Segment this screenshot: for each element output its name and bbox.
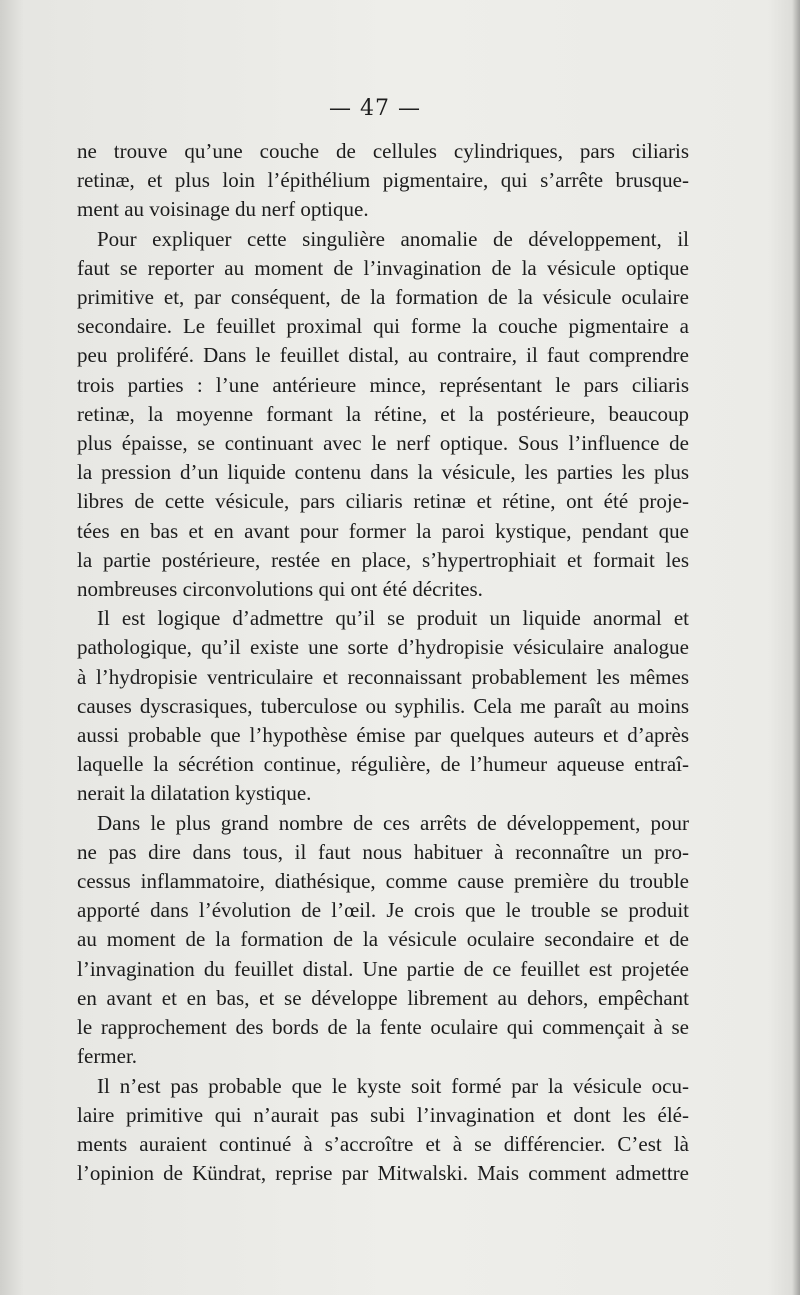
text-line: aussi probable que l’hypothèse émise par quelques auteurs et d’après	[77, 723, 689, 748]
paragraph	[77, 809, 689, 1072]
text-line: libres de cette vésicule, pars ciliaris retinæ et rétine, ont été proje-	[77, 489, 689, 514]
text-line: trois parties : l’une antérieure mince, représentant le pars ciliaris	[77, 372, 689, 397]
text-line: pathologique, qu’il existe une sorte d’hydropisie vésiculaire analogue	[77, 635, 689, 660]
text-line: laquelle la sécrétion continue, régulière, de l’humeur aqueuse entraî-	[77, 752, 689, 777]
text-line: ments auraient continué à s’accroître et à se différencier. C’est là	[77, 1131, 689, 1156]
text-line: à l’hydropisie ventriculaire et reconnaissant probablement les mêmes	[77, 664, 689, 689]
text-line: faut se reporter au moment de l’invagination de la vésicule optique	[77, 255, 689, 280]
paragraph	[77, 137, 689, 225]
text-line: ne pas dire dans tous, il faut nous habituer à reconnaître un pro-	[77, 839, 689, 864]
paragraph	[77, 604, 689, 808]
text-line: l’invagination du feuillet distal. Une partie de ce feuillet est projetée	[77, 956, 689, 981]
page-edge-shadow	[792, 0, 800, 1295]
text-line: la partie postérieure, restée en place, s’hypertrophiait et formait les	[77, 547, 689, 572]
text-line: le rapprochement des bords de la fente oculaire qui commençait à se	[77, 1015, 689, 1040]
text-line: peu proliféré. Dans le feuillet distal, au contraire, il faut comprendre	[77, 343, 689, 368]
text-line: l’opinion de Kündrat, reprise par Mitwalski. Mais comment admettre	[77, 1161, 689, 1186]
body-text	[77, 137, 689, 1188]
text-line: Pour expliquer cette singulière anomalie de développement, il	[97, 226, 689, 251]
text-line: au moment de la formation de la vésicule oculaire secondaire et de	[77, 927, 689, 952]
text-line: retinæ, la moyenne formant la rétine, et la postérieure, beaucoup	[77, 401, 689, 426]
text-line: fermer.	[77, 1044, 138, 1069]
text-line: apporté dans l’évolution de l’œil. Je crois que le trouble se produit	[77, 898, 689, 923]
paragraph	[77, 225, 689, 605]
text-line: cessus inflammatoire, diathésique, comme cause première du trouble	[77, 869, 689, 894]
text-line: causes dyscrasiques, tuberculose ou syphilis. Cela me paraît au moins	[77, 693, 689, 718]
text-line: nombreuses circonvolutions qui ont été décrites.	[77, 577, 483, 602]
paragraph	[77, 1072, 689, 1189]
page-number: — 47 —	[329, 96, 421, 121]
text-line: tées en bas et en avant pour former la paroi kystique, pendant que	[77, 518, 689, 543]
text-line: secondaire. Le feuillet proximal qui forme la couche pigmentaire a	[77, 314, 689, 339]
text-line: ment au voisinage du nerf optique.	[77, 197, 369, 222]
text-line: retinæ, et plus loin l’épithélium pigmentaire, qui s’arrête brusque-	[77, 168, 689, 193]
text-line: laire primitive qui n’aurait pas subi l’invagination et dont les élé-	[77, 1102, 689, 1127]
text-line: ne trouve qu’une couche de cellules cylindriques, pars ciliaris	[77, 139, 689, 163]
text-line: primitive et, par conséquent, de la formation de la vésicule oculaire	[77, 285, 689, 310]
text-line: en avant et en bas, et se développe librement au dehors, empêchant	[77, 985, 689, 1010]
text-line: Il est logique d’admettre qu’il se produit un liquide anormal et	[97, 606, 689, 631]
text-line: la pression d’un liquide contenu dans la vésicule, les parties les plus	[77, 460, 689, 485]
text-line: Il n’est pas probable que le kyste soit formé par la vésicule ocu-	[97, 1073, 689, 1098]
text-line: nerait la dilatation kystique.	[77, 781, 312, 806]
text-line: plus épaisse, se continuant avec le nerf optique. Sous l’influence de	[77, 431, 689, 456]
text-line: Dans le plus grand nombre de ces arrêts de développement, pour	[97, 810, 689, 835]
